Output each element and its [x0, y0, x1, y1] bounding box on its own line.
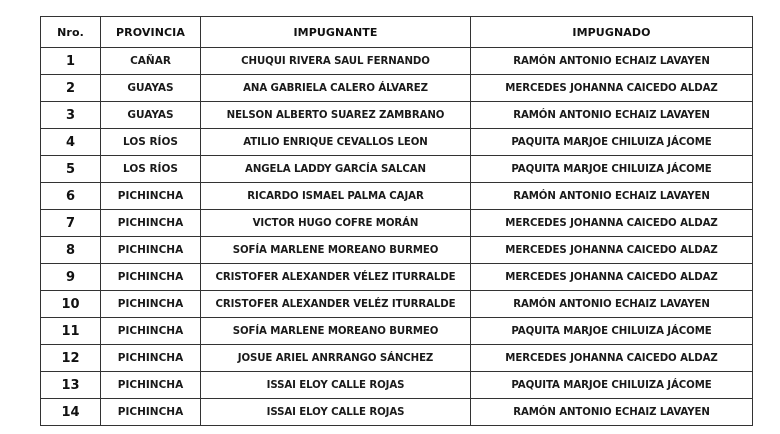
- header-row: [41, 17, 753, 48]
- cell-nro: 12: [41, 345, 101, 372]
- cell-impugnado: PAQUITA MARJOE CHILUIZA JÁCOME: [471, 129, 753, 156]
- cell-impugnante: JOSUE ARIEL ANRRANGO SÁNCHEZ: [201, 345, 471, 372]
- cell-impugnante: SOFÍA MARLENE MOREANO BURMEO: [201, 318, 471, 345]
- cell-impugnante: ATILIO ENRIQUE CEVALLOS LEON: [201, 129, 471, 156]
- cell-nro: 8: [41, 237, 101, 264]
- cell-provincia: PICHINCHA: [101, 291, 201, 318]
- table-row: [41, 210, 753, 237]
- cell-impugnado: RAMÓN ANTONIO ECHAIZ LAVAYEN: [471, 399, 753, 426]
- cell-nro: 3: [41, 102, 101, 129]
- cell-impugnado: RAMÓN ANTONIO ECHAIZ LAVAYEN: [471, 291, 753, 318]
- table-row: [41, 75, 753, 102]
- cell-provincia: PICHINCHA: [101, 183, 201, 210]
- cell-impugnante: CRISTOFER ALEXANDER VÉLEZ ITURRALDE: [201, 264, 471, 291]
- table-row: [41, 291, 753, 318]
- cell-nro: 6: [41, 183, 101, 210]
- cell-impugnado: RAMÓN ANTONIO ECHAIZ LAVAYEN: [471, 48, 753, 75]
- cell-impugnante: ANGELA LADDY GARCÍA SALCAN: [201, 156, 471, 183]
- cell-impugnado: RAMÓN ANTONIO ECHAIZ LAVAYEN: [471, 183, 753, 210]
- cell-impugnado: PAQUITA MARJOE CHILUIZA JÁCOME: [471, 372, 753, 399]
- cell-nro: 4: [41, 129, 101, 156]
- table-header: [41, 17, 753, 48]
- header-impugnado: IMPUGNADO: [471, 17, 753, 48]
- cell-provincia: PICHINCHA: [101, 345, 201, 372]
- table-row: [41, 48, 753, 75]
- cell-impugnado: RAMÓN ANTONIO ECHAIZ LAVAYEN: [471, 102, 753, 129]
- table-row: [41, 129, 753, 156]
- cell-impugnado: MERCEDES JOHANNA CAICEDO ALDAZ: [471, 210, 753, 237]
- cell-nro: 9: [41, 264, 101, 291]
- table-row: [41, 183, 753, 210]
- table-row: [41, 372, 753, 399]
- cell-impugnado: MERCEDES JOHANNA CAICEDO ALDAZ: [471, 345, 753, 372]
- cell-impugnante: ISSAI ELOY CALLE ROJAS: [201, 372, 471, 399]
- cell-impugnante: SOFÍA MARLENE MOREANO BURMEO: [201, 237, 471, 264]
- cell-impugnante: CHUQUI RIVERA SAUL FERNANDO: [201, 48, 471, 75]
- cell-provincia: PICHINCHA: [101, 372, 201, 399]
- cell-provincia: LOS RÍOS: [101, 129, 201, 156]
- table-body: [41, 48, 753, 426]
- cell-provincia: PICHINCHA: [101, 318, 201, 345]
- table-row: [41, 318, 753, 345]
- cell-nro: 7: [41, 210, 101, 237]
- cell-provincia: PICHINCHA: [101, 399, 201, 426]
- cell-nro: 2: [41, 75, 101, 102]
- impugnaciones-table-container: [40, 16, 752, 426]
- cell-impugnante: ISSAI ELOY CALLE ROJAS: [201, 399, 471, 426]
- cell-provincia: PICHINCHA: [101, 237, 201, 264]
- cell-impugnante: VICTOR HUGO COFRE MORÁN: [201, 210, 471, 237]
- cell-provincia: PICHINCHA: [101, 264, 201, 291]
- table-row: [41, 156, 753, 183]
- cell-impugnante: ANA GABRIELA CALERO ÁLVAREZ: [201, 75, 471, 102]
- table-row: [41, 345, 753, 372]
- table-row: [41, 264, 753, 291]
- cell-nro: 11: [41, 318, 101, 345]
- cell-impugnado: PAQUITA MARJOE CHILUIZA JÁCOME: [471, 318, 753, 345]
- cell-nro: 1: [41, 48, 101, 75]
- cell-impugnante: CRISTOFER ALEXANDER VELÉZ ITURRALDE: [201, 291, 471, 318]
- cell-provincia: LOS RÍOS: [101, 156, 201, 183]
- cell-nro: 14: [41, 399, 101, 426]
- header-impugnante: IMPUGNANTE: [201, 17, 471, 48]
- cell-impugnado: MERCEDES JOHANNA CAICEDO ALDAZ: [471, 237, 753, 264]
- impugnaciones-table: [40, 16, 753, 426]
- cell-provincia: CAÑAR: [101, 48, 201, 75]
- table-row: [41, 102, 753, 129]
- cell-nro: 10: [41, 291, 101, 318]
- cell-impugnado: PAQUITA MARJOE CHILUIZA JÁCOME: [471, 156, 753, 183]
- cell-impugnante: RICARDO ISMAEL PALMA CAJAR: [201, 183, 471, 210]
- cell-nro: 5: [41, 156, 101, 183]
- cell-provincia: GUAYAS: [101, 102, 201, 129]
- cell-impugnado: MERCEDES JOHANNA CAICEDO ALDAZ: [471, 75, 753, 102]
- table-row: [41, 237, 753, 264]
- header-provincia: PROVINCIA: [101, 17, 201, 48]
- cell-impugnado: MERCEDES JOHANNA CAICEDO ALDAZ: [471, 264, 753, 291]
- cell-provincia: PICHINCHA: [101, 210, 201, 237]
- cell-nro: 13: [41, 372, 101, 399]
- cell-impugnante: NELSON ALBERTO SUAREZ ZAMBRANO: [201, 102, 471, 129]
- cell-provincia: GUAYAS: [101, 75, 201, 102]
- table-row: [41, 399, 753, 426]
- header-nro: Nro.: [41, 17, 101, 48]
